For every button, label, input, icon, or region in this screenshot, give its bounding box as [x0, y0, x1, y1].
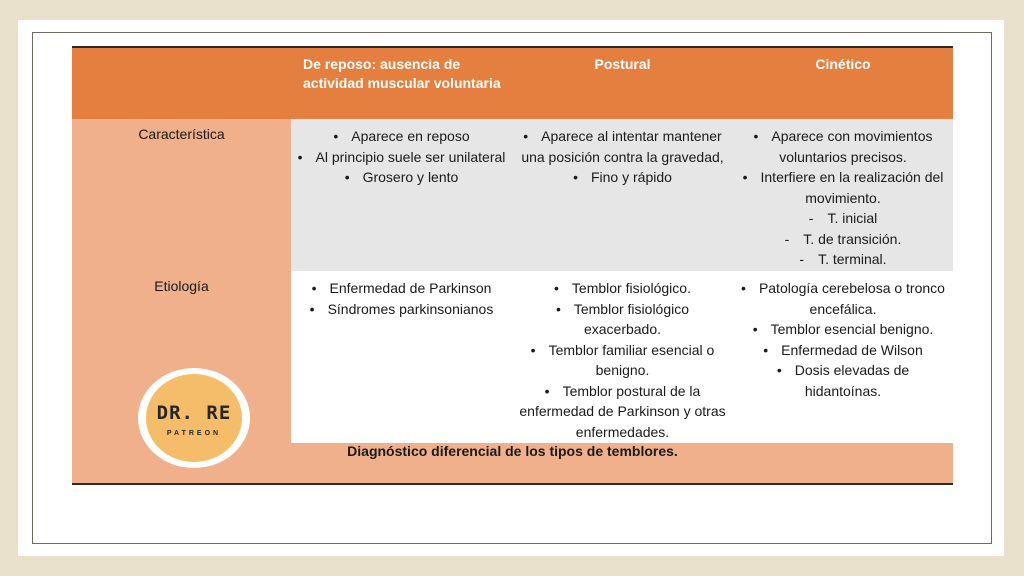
list-item	[518, 299, 727, 340]
list-item	[518, 381, 727, 443]
dash-icon: -	[808, 210, 814, 226]
list-item	[297, 278, 506, 299]
list-item	[518, 167, 727, 188]
list-item-text: Aparece al intentar mantener una posición contra la gravedad,	[521, 128, 724, 165]
bullet-icon: •	[530, 341, 536, 358]
list-item	[297, 147, 506, 168]
table-caption: Diagnóstico diferencial de los tipos de temblores.	[72, 443, 953, 484]
list-item	[297, 167, 506, 188]
header-postural-label: Postural	[594, 56, 651, 72]
bullet-list	[733, 271, 953, 401]
row-caracteristica	[72, 119, 953, 271]
bullet-icon: •	[555, 300, 561, 317]
bullet-icon: •	[742, 169, 748, 185]
header-reposo	[291, 47, 512, 119]
bullet-icon: •	[776, 362, 782, 378]
list-item	[739, 319, 947, 340]
dash-icon: -	[784, 230, 790, 247]
dash-icon: -	[799, 251, 805, 267]
list-item-text: Temblor esencial benigno.	[770, 321, 934, 337]
header-empty-cell	[72, 47, 291, 119]
cell-etiologia-reposo	[291, 271, 512, 443]
list-item	[297, 126, 506, 147]
list-item	[518, 278, 727, 299]
dr-re-logo	[138, 368, 250, 468]
row-label-caracteristica	[72, 119, 291, 271]
list-item-text: Patología cerebelosa o tronco encefálica.	[758, 280, 945, 317]
bullet-icon: •	[763, 341, 769, 358]
list-item-text: Temblor fisiológico.	[571, 280, 691, 296]
list-item-text: Temblor familiar esencial o benigno.	[548, 341, 715, 378]
header-row	[72, 47, 953, 119]
list-item-text: Al principio suele ser unilateral	[315, 148, 506, 165]
bullet-icon: •	[311, 280, 317, 296]
list-item-text: T. de transición.	[803, 230, 902, 247]
bullet-icon: •	[573, 169, 578, 185]
list-item	[739, 249, 947, 270]
list-item	[518, 126, 727, 167]
bullet-icon: •	[741, 280, 746, 296]
list-item-text: Temblor postural de la enfermedad de Parkinson y otras enfermedades.	[519, 382, 726, 440]
logo-badge	[146, 374, 242, 462]
bullet-list	[291, 119, 512, 188]
header-cinetico-label: Cinético	[815, 56, 871, 72]
list-item-text: T. inicial	[827, 210, 878, 226]
bullet-icon: •	[333, 128, 339, 144]
cell-caracteristica-postural	[512, 119, 733, 271]
bullet-icon: •	[344, 169, 350, 185]
list-item-text: Dosis elevadas de hidantoínas.	[794, 362, 910, 399]
bullet-icon: •	[544, 382, 550, 399]
list-item-text: Aparece en reposo	[351, 128, 470, 144]
list-item	[518, 340, 727, 381]
bullet-icon: •	[523, 128, 529, 144]
header-postural	[512, 47, 733, 119]
bullet-list	[733, 119, 953, 270]
bullet-icon: •	[752, 321, 758, 337]
bullet-list	[512, 271, 733, 442]
bullet-icon: •	[297, 148, 303, 165]
header-reposo-label: De reposo: ausencia de actividad muscular voluntaria	[303, 56, 501, 91]
logo-subtitle: PATREON	[166, 430, 222, 437]
list-item	[297, 299, 506, 320]
list-item-text: Síndromes parkinsonianos	[327, 300, 494, 317]
list-item-text: Fino y rápido	[590, 169, 672, 185]
cell-etiologia-postural	[512, 271, 733, 443]
cell-etiologia-cinetico	[733, 271, 953, 443]
bullet-list	[512, 119, 733, 188]
list-item-text: Aparece con movimientos voluntarios precisos.	[771, 128, 933, 165]
list-item	[739, 167, 947, 208]
list-item-text: Interfiere en la realización del movimiento.	[760, 169, 944, 206]
cell-caracteristica-cinetico	[733, 119, 953, 271]
list-item-text: Grosero y lento	[362, 169, 459, 185]
list-item	[739, 340, 947, 361]
list-item	[739, 126, 947, 167]
row-label-text: Característica	[138, 126, 225, 142]
bullet-list	[291, 271, 512, 319]
list-item-text: T. terminal.	[818, 251, 887, 267]
list-item	[739, 208, 947, 229]
cell-caracteristica-reposo	[291, 119, 512, 271]
row-label-text: Etiología	[154, 278, 209, 294]
list-item	[739, 360, 947, 401]
list-item	[739, 278, 947, 319]
list-item	[739, 229, 947, 250]
bullet-icon: •	[309, 300, 315, 317]
list-item-text: Enfermedad de Wilson	[781, 341, 923, 358]
logo-title: DR. RE	[156, 402, 232, 424]
bullet-icon: •	[554, 280, 559, 296]
list-item-text: Temblor fisiológico exacerbado.	[573, 300, 690, 337]
header-cinetico	[733, 47, 953, 119]
list-item-text: Enfermedad de Parkinson	[329, 280, 492, 296]
bullet-icon: •	[753, 128, 759, 144]
